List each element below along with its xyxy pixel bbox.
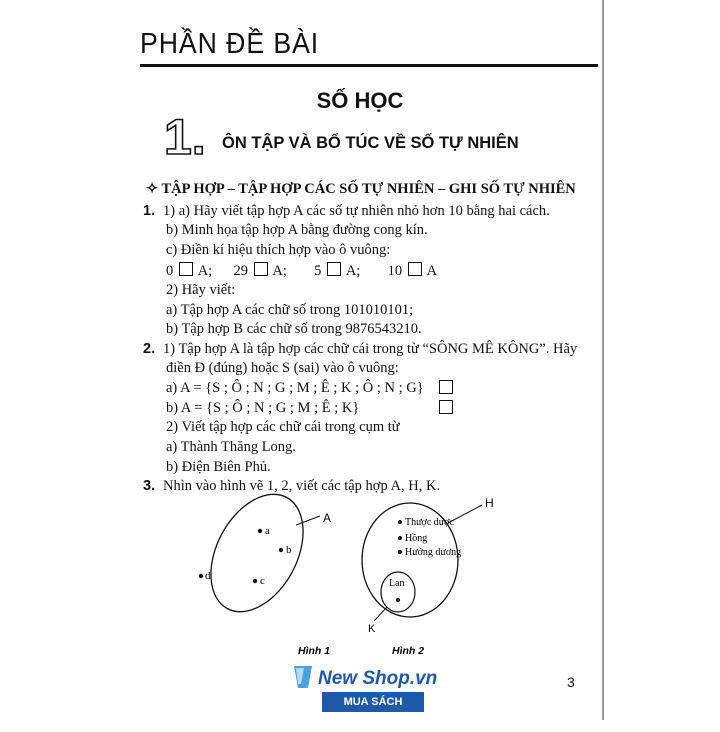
q2-line-6: a) Thành Thăng Long. — [166, 439, 296, 455]
q1-row-a4: A — [426, 263, 438, 279]
answer-box-a[interactable] — [439, 380, 453, 394]
point-hong — [398, 536, 402, 540]
q1-row-29: 29 — [233, 263, 248, 279]
figure-1 — [192, 479, 331, 657]
q2-line-2: điền Đ (đúng) hoặc S (sai) vào ô vuông: — [166, 360, 399, 376]
answer-box[interactable] — [327, 262, 341, 276]
label-a: a — [265, 525, 270, 537]
set-k-pointer — [374, 607, 387, 621]
section-title: SỐ HỌC — [316, 88, 404, 113]
answer-box-b[interactable] — [439, 400, 453, 414]
q2-line-5: 2) Viết tập hợp các chữ cái trong cụm từ — [166, 419, 400, 435]
figure-1-caption: Hình 1 — [298, 645, 331, 657]
question-1-number: 1. — [143, 203, 156, 219]
question-3-number: 3. — [143, 478, 156, 494]
chapter-title: ÔN TẬP VÀ BỔ TÚC VỀ SỐ TỰ NHIÊN — [222, 134, 519, 152]
q1-line-5: 2) Hãy viết: — [166, 282, 236, 298]
label-b: b — [286, 544, 292, 556]
figure-2-caption: Hình 2 — [392, 645, 425, 657]
q1-line-6: a) Tập hợp A các chữ số trong 101010101; — [166, 302, 414, 318]
shop-logo-tagline: MUA SÁCH ONLINE — [322, 692, 424, 712]
q1-symbol-row — [166, 262, 437, 280]
q1-row-a3: A; — [345, 263, 361, 279]
point-a — [258, 529, 262, 533]
chapter-number: 1. — [164, 109, 206, 165]
venn-figures — [180, 490, 520, 657]
point-huong-duong — [398, 550, 402, 554]
q1-line-2: b) Minh họa tập hợp A bằng đường cong kín. — [166, 222, 428, 238]
q1-row-a1: A; — [197, 263, 213, 279]
label-thuoc-duoc: Thược dược — [405, 517, 454, 528]
figure-2 — [362, 496, 494, 657]
header-divider — [140, 64, 598, 67]
q2-line-1: 1) Tập hợp A là tập hợp các chữ cái trong từ “SÔNG MÊ KÔNG”. Hãy — [163, 341, 578, 357]
label-d: d — [205, 570, 211, 582]
point-d — [199, 574, 203, 578]
part-title: PHẦN ĐỀ BÀI — [140, 28, 320, 60]
topic-heading: ✧ TẬP HỢP – TẬP HỢP CÁC SỐ TỰ NHIÊN – GHI SỐ TỰ NHIÊN — [146, 181, 576, 197]
point-lan — [396, 598, 400, 602]
set-a-ellipse — [192, 479, 322, 628]
answer-box[interactable] — [179, 262, 193, 276]
point-b — [279, 548, 283, 552]
page-number: 3 — [567, 674, 575, 690]
label-huong-duong: Hướng dương — [405, 547, 462, 558]
label-lan: Lan — [389, 578, 405, 589]
set-h-label: H — [485, 496, 494, 510]
answer-box[interactable] — [254, 262, 268, 276]
point-c — [253, 579, 257, 583]
q1-row-10: 10 — [387, 263, 403, 279]
label-hong: Hồng — [405, 533, 428, 544]
q2-option-b: b) A = {S ; Ô ; N ; G ; M ; Ê ; K} — [166, 400, 360, 416]
set-a-pointer — [296, 516, 320, 525]
q1-row-0: 0 — [166, 263, 174, 279]
q1-line-3: c) Điền kí hiệu thích hợp vào ô vuông: — [166, 242, 391, 258]
q1-row-a2: A; — [272, 263, 287, 279]
set-k-label: K — [368, 623, 376, 635]
point-thuoc-duoc — [398, 520, 402, 524]
question-2-number: 2. — [143, 341, 156, 357]
q1-line-7: b) Tập hợp B các chữ số trong 9876543210. — [166, 321, 422, 337]
answer-box[interactable] — [408, 262, 422, 276]
q3-line-1: Nhìn vào hình vẽ 1, 2, viết các tập hợp A, H, K. — [163, 478, 441, 494]
q1-line-1: 1) a) Hãy viết tập hợp A các số tự nhiên nhỏ hơn 10 bằng hai cách. — [163, 203, 550, 219]
label-c: c — [260, 575, 265, 587]
q2-line-7: b) Điện Biên Phủ. — [166, 459, 271, 475]
set-a-label: A — [323, 511, 332, 525]
shop-logo-brand: New Shop.vn — [318, 668, 438, 689]
q2-option-a: a) A = {S ; Ô ; N ; G ; M ; Ê ; K ; Ô ; N ; G} — [166, 380, 424, 396]
q1-row-5: 5 — [314, 263, 322, 279]
shop-logo-icon — [292, 664, 314, 690]
